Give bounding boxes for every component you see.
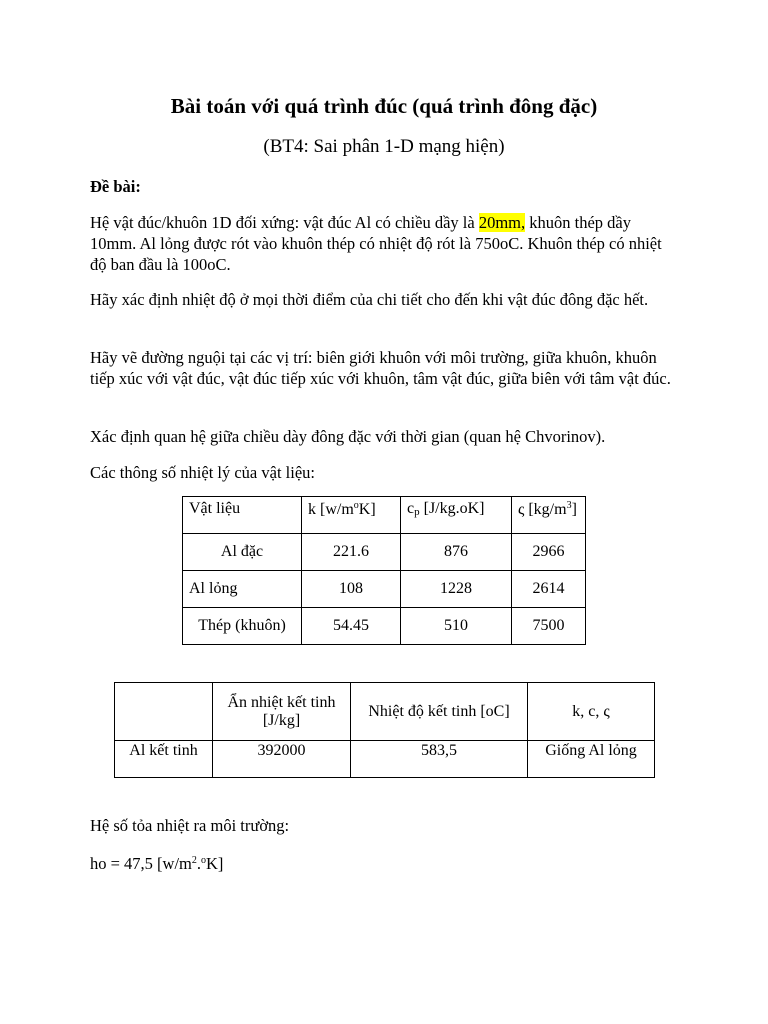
cell-cp: 876 — [401, 534, 512, 571]
header-heat-capacity: cp [J/kg.oK] — [401, 497, 512, 534]
cell-k: 54.45 — [302, 608, 401, 645]
paragraph-task-temperature: Hãy xác định nhiệt độ ở mọi thời điểm của chi tiết cho đến khi vật đúc đông đặc hết. — [90, 290, 649, 309]
header-latent-heat: Ẩn nhiệt kết tinh [J/kg] — [213, 683, 351, 741]
p1-text-after: khuôn thép dầy 10mm. Al lỏng được rót vào khuôn thép có nhiệt độ rót là 750oC. Khuôn thép có nhiệt độ ban đầu là 100oC. — [90, 213, 662, 274]
paragraph-heat-transfer: Hệ số tỏa nhiệt ra môi trường: — [90, 816, 290, 835]
cell-rho: 7500 — [512, 608, 586, 645]
cell-cp: 510 — [401, 608, 512, 645]
cell-rho: 2966 — [512, 534, 586, 571]
cell-material: Al kết tinh — [115, 741, 213, 778]
document-subtitle: (BT4: Sai phân 1-D mạng hiện) — [263, 136, 505, 157]
cell-material: Al lỏng — [183, 571, 302, 608]
header-material: Vật liệu — [183, 497, 302, 534]
highlighted-thickness: 20mm, — [478, 213, 526, 232]
cell-k: 221.6 — [302, 534, 401, 571]
header-conductivity: k $[w/m^oK]$ — [302, 497, 401, 534]
header-blank — [115, 683, 213, 741]
header-crystallization-temp: Nhiệt độ kết tinh [oC] — [351, 683, 528, 741]
paragraph-problem-setup — [90, 212, 680, 275]
heat-transfer-coefficient: ho = 47,5 $[w/m^2.^oK]$ — [90, 854, 224, 873]
header-density: ς $[kg/m^3]$ — [512, 497, 586, 534]
cell-cp: 1228 — [401, 571, 512, 608]
material-properties-table — [182, 496, 586, 645]
table-row — [183, 608, 586, 645]
cell-k: 108 — [302, 571, 401, 608]
header-properties: k, c, ς — [528, 683, 655, 741]
paragraph-task-chvorinov: Xác định quan hệ giữa chiều dày đông đặc với thời gian (quan hệ Chvorinov). — [90, 427, 606, 446]
cell-crystallization-temp: 583,5 — [351, 741, 528, 778]
crystallization-table — [114, 682, 655, 778]
table-header-row — [183, 497, 586, 534]
cell-latent-heat: 392000 — [213, 741, 351, 778]
table-row — [183, 571, 586, 608]
section-heading: Đề bài: — [90, 177, 141, 196]
cell-material: Al đặc — [183, 534, 302, 571]
p1-text-before: Hệ vật đúc/khuôn 1D đối xứng: vật đúc Al có chiều dầy là — [90, 213, 479, 232]
table-row — [183, 534, 586, 571]
table-header-row — [115, 683, 655, 741]
document-title: Bài toán với quá trình đúc (quá trình đông đặc) — [170, 94, 598, 118]
table-row — [115, 741, 655, 778]
paragraph-task-cooling-curves: Hãy vẽ đường nguội tại các vị trí: biên giới khuôn với môi trường, giữa khuôn, khuôn tiếp xúc với vật đúc, vật đúc tiếp xúc với khuôn, tâm vật đúc, giữa biên với tâm vật đúc. — [90, 348, 671, 388]
paragraph-material-params: Các thông số nhiệt lý của vật liệu: — [90, 463, 315, 482]
cell-material: Thép (khuôn) — [183, 608, 302, 645]
cell-properties: Giống Al lỏng — [528, 741, 655, 778]
cell-rho: 2614 — [512, 571, 586, 608]
